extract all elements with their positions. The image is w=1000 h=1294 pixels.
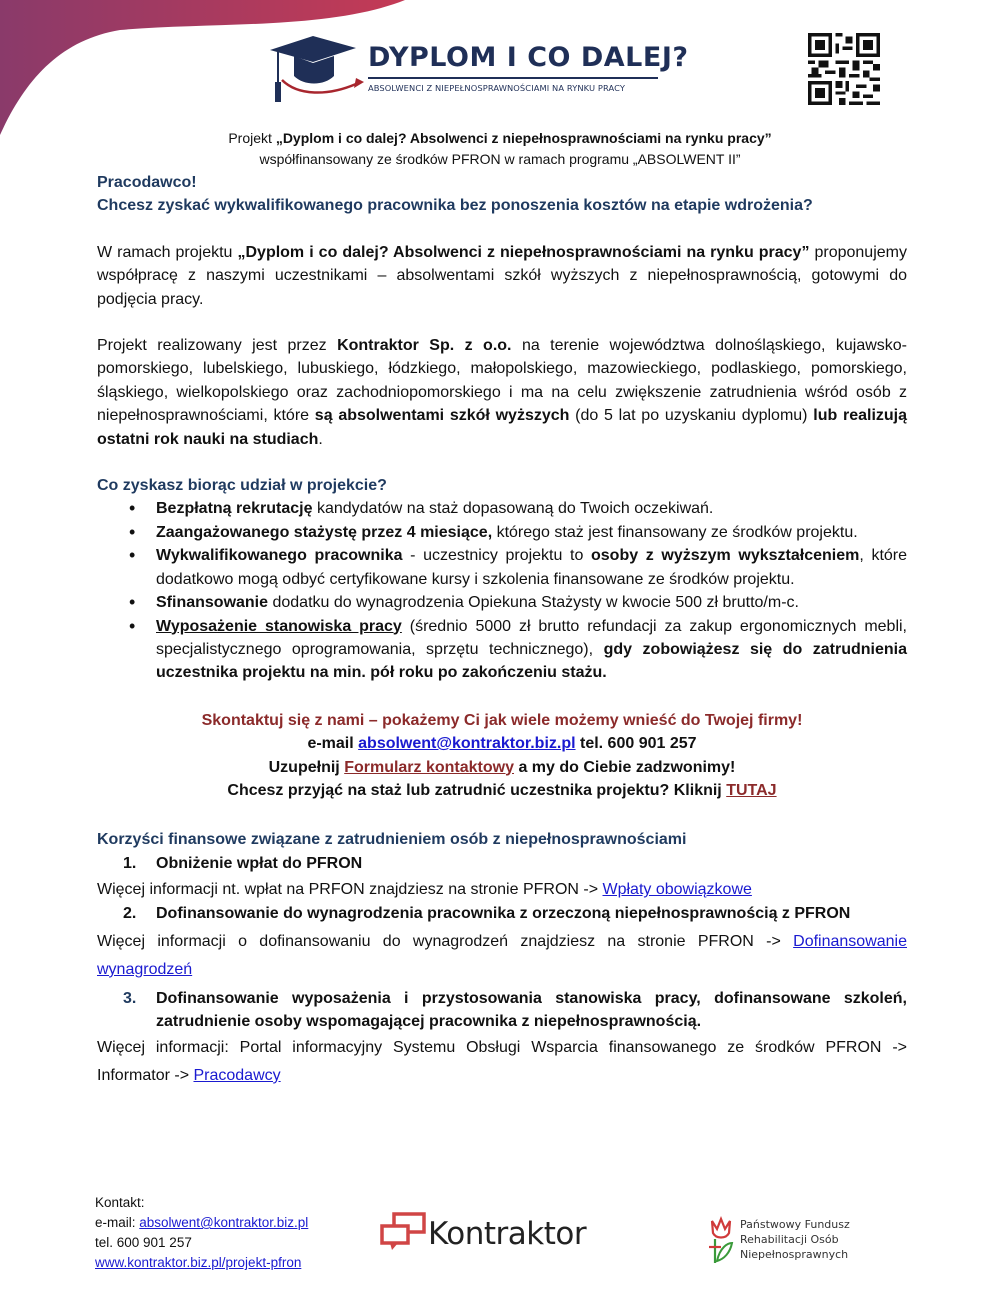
project-description-paragraph: Projekt realizowany jest przez Kontraktor Sp. z o.o. na terenie województwa dolnośląskiego, kujawsko-pomorskiego, lubelskiego, lubuskiego, łódzkiego, małopolskiego, mazowieckiego, podlaskiego, pomorskiego, śląskiego, wielkopolskiego oraz zachodniopomorskiego i ma na celu zwiększenie zatrudnienia wśród osób z niepełnosprawnościami, które są absolwentami szkół wyższych (do 5 lat po uzyskaniu dyplomu) lub realizują ostatni rok nauki na studiach. [97, 337, 908, 448]
financial-item-title: 1. Obniżenie wpłat do PFRON [123, 854, 363, 872]
financial-item-info: Więcej informacji: Portal informacyjny Systemu Obsługi Wsparcia finansowanego ze środków PFRON -> Informator -> Pracodawcy [97, 1038, 907, 1084]
greeting-heading: Pracodawco! [97, 174, 197, 191]
logo-title: DYPLOM I CO DALEJ? [368, 42, 689, 73]
intro-paragraph: W ramach projektu „Dyplom i co dalej? Absolwenci z niepełnosprawnościami na rynku pracy” proponujemy współpracę z naszymi uczestnikami – absolwentami szkół wyższych z niepełnosprawnością, gotowymi do podjęcia pracy. [97, 243, 907, 308]
pfron-logo: Państwowy Fundusz Rehabilitacji Osób Niepełnosprawnych [706, 1215, 866, 1275]
benefit-item: • Wyposażenie stanowiska pracy (średnio 5000 zł brutto refundacji za zakup ergonomicznych mebli, specjalistycznego oprogramowania, sprzętu technicznego), gdy zobowiążesz się do zatrudnienia uczestnika projektu na min. pół roku po zakończeniu stażu. [131, 615, 907, 685]
financial-item-info: Więcej informacji nt. wpłat na PRFON znajdziesz na stronie PFRON -> Wpłaty obowiązkowe [97, 881, 752, 899]
contact-form-link[interactable]: Formularz kontaktowy [344, 758, 514, 776]
footer-email-link[interactable]: absolwent@kontraktor.biz.pl [139, 1215, 309, 1230]
benefit-item: • Sfinansowanie dodatku do wynagrodzenia Opiekuna Stażysty w kwocie 500 zł brutto/m-c. [131, 591, 907, 614]
tulip-icon [706, 1215, 736, 1265]
employers-link[interactable]: Pracodawcy [193, 1066, 281, 1084]
kontraktor-logo: Kontraktor [380, 1210, 600, 1260]
project-name: „Dyplom i co dalej? Absolwenci z niepełnosprawnościami na rynku pracy” [275, 130, 772, 146]
here-link[interactable]: TUTAJ [726, 781, 777, 799]
financial-item-info: Więcej informacji o dofinansowaniu do wynagrodzeń znajdziesz na stronie PFRON -> Dofinansowanie wynagrodzeń [97, 932, 907, 978]
logo-divider [368, 77, 658, 79]
contact-form-line: Uzupełnij Formularz kontaktowy a my do Ciebie zadzwonimy! [268, 758, 736, 776]
benefits-heading: Co zyskasz biorąc udział w projekcie? [97, 477, 387, 495]
qr-code-icon[interactable] [808, 33, 880, 105]
benefits-list [131, 497, 907, 684]
salary-funding-link[interactable]: Dofinansowanie wynagrodzeń [97, 932, 907, 978]
email-link[interactable]: absolwent@kontraktor.biz.pl [358, 735, 576, 753]
contact-headline: Skontaktuj się z nami – pokażemy Ci jak wiele możemy wnieść do Twojej firmy! [201, 711, 803, 729]
project-logo [268, 30, 689, 110]
benefit-item: • Wykwalifikowanego pracownika - uczestnicy projektu to osoby z wyższym wykształceniem, które dodatkowo mogą odbyć certyfikowane kursy i szkolenia finansowane ze środków projektu. [131, 544, 907, 591]
financial-item-title: 3. Dofinansowanie wyposażenia i przystosowania stanowiska pracy, dofinansowane szkoleń, zatrudnienie osoby wspomagającej pracownika z niepełnosprawnością. [123, 989, 907, 1031]
logo-subtitle: ABSOLWENCI Z NIEPEŁNOSPRAWNOŚCIAMI NA RYNKU PRACY [368, 83, 626, 93]
chat-bubbles-icon [380, 1210, 430, 1255]
financial-item-title: 2. Dofinansowanie do wynagrodzenia pracownika z orzeczoną niepełnosprawnością z PFRON [123, 904, 851, 922]
financial-heading: Korzyści finansowe związane z zatrudnieniem osób z niepełnosprawnościami [97, 831, 687, 849]
question-heading: Chcesz zyskać wykwalifikowanego pracownika bez ponoszenia kosztów na etapie wdrożenia? [97, 197, 813, 215]
graduation-cap-icon [268, 30, 368, 110]
footer-website-link[interactable]: www.kontraktor.biz.pl/projekt-pfron [95, 1255, 302, 1270]
project-funding-line: współfinansowany ze środków PFRON w ramach programu „ABSOLWENT II” [259, 151, 741, 167]
benefit-item: • Bezpłatną rekrutację kandydatów na staż dopasowaną do Twoich oczekiwań. [131, 497, 907, 520]
contact-email-line: e-mail absolwent@kontraktor.biz.pl tel. 600 901 257 [307, 735, 697, 753]
project-title-line: Projekt „Dyplom i co dalej? Absolwenci z niepełnosprawnościami na rynku pracy” [228, 130, 772, 146]
contact-click-line: Chcesz przyjąć na staż lub zatrudnić uczestnika projektu? Kliknij TUTAJ [227, 781, 777, 799]
footer-contact: Kontakt: e-mail: absolwent@kontraktor.biz.pl tel. 600 901 257 www.kontraktor.biz.pl/projekt-pfron [95, 1195, 309, 1270]
benefit-item: • Zaangażowanego stażystę przez 4 miesiące, którego staż jest finansowany ze środków projektu. [131, 521, 907, 544]
main-content [97, 171, 907, 1090]
mandatory-payments-link[interactable]: Wpłaty obowiązkowe [602, 881, 752, 899]
